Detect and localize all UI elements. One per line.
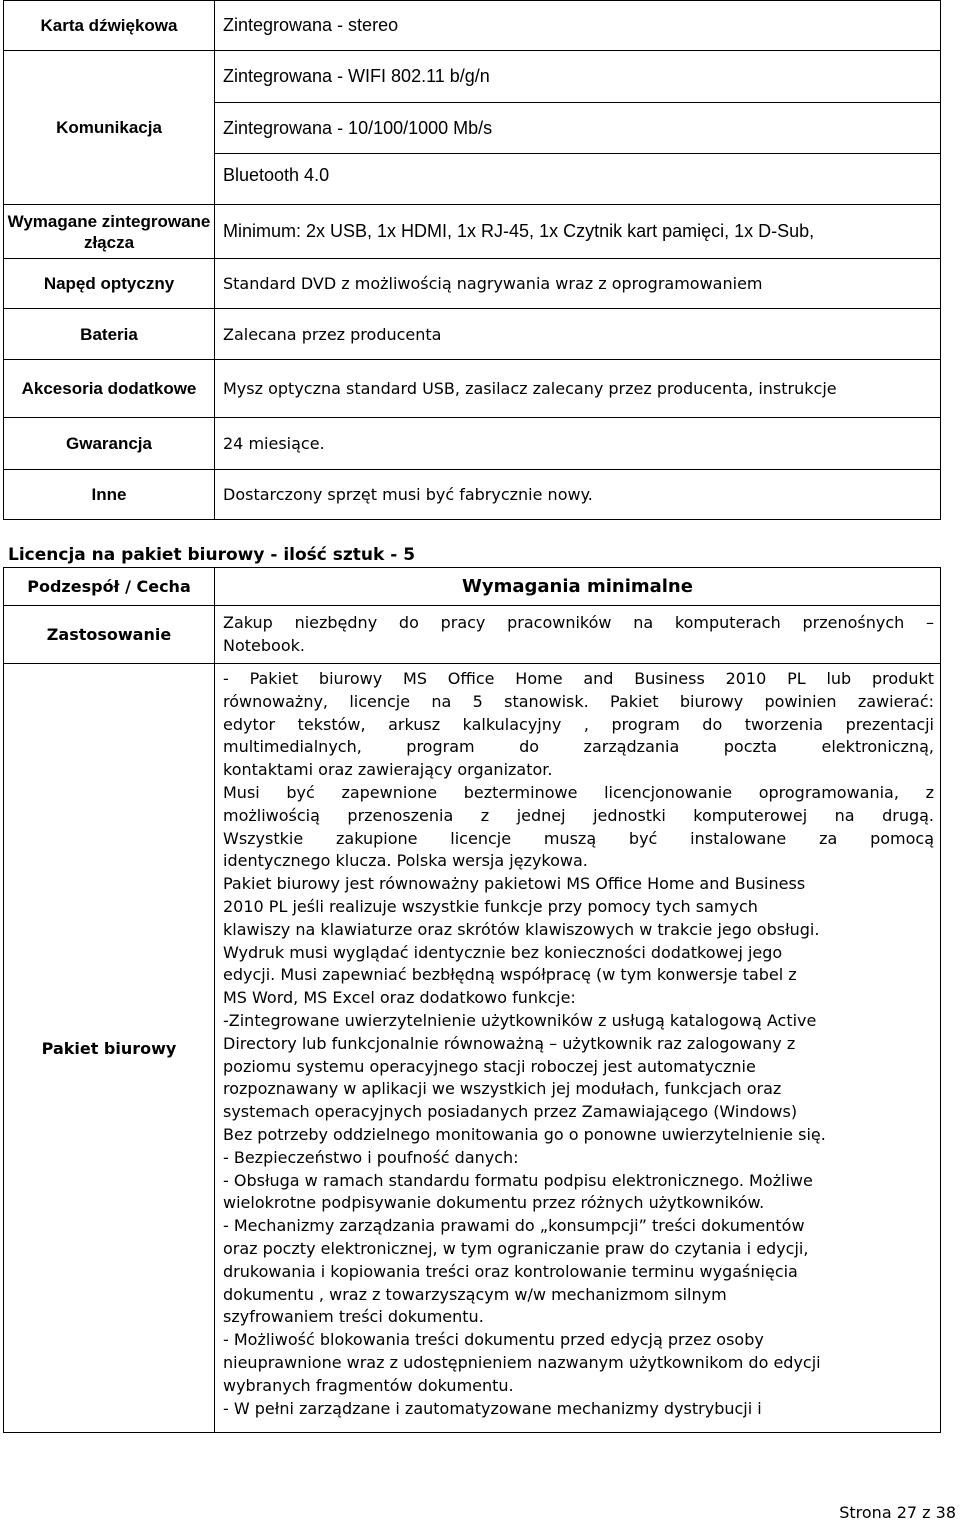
row-value xyxy=(215,664,941,1433)
table-row xyxy=(4,664,941,1433)
text-line: identycznego klucza. Polska wersja językowa. xyxy=(223,851,588,871)
page-number: Strona 27 z 38 xyxy=(839,1503,956,1522)
text-line: - Możliwość blokowania treści dokumentu przed edycją przez osoby xyxy=(223,1330,764,1350)
text-line: Wydruk musi wyglądać identycznie bez konieczności dodatkowej jego xyxy=(223,942,783,962)
row-value: Mysz optyczna standard USB, zasilacz zalecany przez producenta, instrukcje xyxy=(215,360,941,418)
row-value: Zintegrowana - stereo xyxy=(215,1,941,51)
table-row xyxy=(4,606,941,664)
text-line: - W pełni zarządzane i zautomatyzowane mechanizmy dystrybucji i xyxy=(223,1398,762,1418)
row-label: Inne xyxy=(4,470,215,520)
text-line: oraz poczty elektronicznej, w tym ograniczanie praw do czytania i edycji, xyxy=(223,1238,809,1258)
license-table xyxy=(3,567,941,1433)
value-line: Zintegrowana - WIFI 802.11 b/g/n xyxy=(215,51,940,103)
table-row xyxy=(4,51,941,205)
text-line: równoważny, licencje na 5 stanowisk. Pakiet biurowy powinien zawierać: xyxy=(223,691,934,711)
text-line: możliwością przenoszenia z jednej jednostki komputerowej na drugą. xyxy=(223,805,934,825)
table-row xyxy=(4,259,941,309)
row-label: Zastosowanie xyxy=(4,606,215,664)
column-header: Podzespół / Cecha xyxy=(4,568,215,606)
text-line: systemach operacyjnych posiadanych przez Zamawiającego (Windows) xyxy=(223,1102,798,1122)
row-value xyxy=(215,51,941,205)
value-line: Zintegrowana - 10/100/1000 Mb/s xyxy=(215,103,940,154)
text-line: dokumentu , wraz z towarzyszącym w/w mechanizmom silnym xyxy=(223,1284,727,1304)
text-line: wielokrotne podpisywanie dokumentu przez różnych użytkowników. xyxy=(223,1193,765,1213)
text-line: -Zintegrowane uwierzytelnienie użytkowników z usługą katalogową Active xyxy=(223,1010,817,1030)
text-line: edytor tekstów, arkusz kalkulacyjny , program do tworzenia prezentacji xyxy=(223,714,934,734)
text-line: rozpoznawany w aplikacji we wszystkich jej modułach, funkcjach oraz xyxy=(223,1079,782,1099)
spec-table xyxy=(3,0,941,520)
text-line: szyfrowaniem treści dokumentu. xyxy=(223,1307,484,1327)
text-line: - Obsługa w ramach standardu formatu podpisu elektronicznego. Możliwe xyxy=(223,1170,813,1190)
row-label: Pakiet biurowy xyxy=(4,664,215,1433)
table-row xyxy=(4,360,941,418)
row-label: Gwarancja xyxy=(4,418,215,470)
table-header-row xyxy=(4,568,941,606)
row-value: 24 miesiące. xyxy=(215,418,941,470)
section-heading: Licencja na pakiet biurowy - ilość sztuk - 5 xyxy=(8,545,416,565)
row-value: Minimum: 2x USB, 1x HDMI, 1x RJ-45, 1x Czytnik kart pamięci, 1x D-Sub, xyxy=(215,205,941,259)
text-line: Directory lub funkcjonalnie równoważną – użytkownik raz zalogowany z xyxy=(223,1033,796,1053)
table-row xyxy=(4,470,941,520)
text-line: poziomu systemu operacyjnego stacji roboczej jest automatycznie xyxy=(223,1056,756,1076)
text-line: edycji. Musi zapewniać bezbłędną współpracę (w tym konwersje tabel z xyxy=(223,965,797,985)
column-header: Wymagania minimalne xyxy=(215,568,941,606)
table-row xyxy=(4,309,941,360)
text-line: Zakup niezbędny do pracy pracowników na komputerach przenośnych – xyxy=(223,612,934,632)
text-line: - Pakiet biurowy MS Office Home and Business 2010 PL lub produkt xyxy=(223,669,934,688)
text-line: MS Word, MS Excel oraz dodatkowo funkcje: xyxy=(223,988,576,1008)
text-line: - Bezpieczeństwo i poufność danych: xyxy=(223,1147,519,1167)
row-label: Bateria xyxy=(4,309,215,360)
text-line: Wszystkie zakupione licencje muszą być instalowane za pomocą xyxy=(223,828,934,848)
row-value xyxy=(215,606,941,664)
row-label: Wymagane zintegrowane złącza xyxy=(4,205,215,259)
text-line: - Mechanizmy zarządzania prawami do „konsumpcji” treści dokumentów xyxy=(223,1216,805,1236)
table-row xyxy=(4,205,941,259)
text-line: kontaktami oraz zawierający organizator. xyxy=(223,760,553,780)
text-line: multimedialnych, program do zarządzania poczta elektroniczną, xyxy=(223,737,934,757)
table-row xyxy=(4,1,941,51)
value-line: Bluetooth 4.0 xyxy=(223,165,330,185)
text-line: Musi być zapewnione bezterminowe licencjonowanie oprogramowania, z xyxy=(223,782,934,802)
text-line: drukowania i kopiowania treści oraz kontrolowanie terminu wygaśnięcia xyxy=(223,1261,798,1281)
row-label: Karta dźwiękowa xyxy=(4,1,215,51)
text-line: Pakiet biurowy jest równoważny pakietowi MS Office Home and Business xyxy=(223,874,806,894)
row-label: Akcesoria dodatkowe xyxy=(4,360,215,418)
table-row xyxy=(4,418,941,470)
row-value: Dostarczony sprzęt musi być fabrycznie nowy. xyxy=(215,470,941,520)
text-line: wybranych fragmentów dokumentu. xyxy=(223,1375,514,1395)
text-line: klawiszy na klawiaturze oraz skrótów klawiszowych w trakcie jego obsługi. xyxy=(223,919,820,939)
text-line: Notebook. xyxy=(223,635,305,655)
text-line: Bez potrzeby oddzielnego monitowania go o ponowne uwierzytelnienie się. xyxy=(223,1124,826,1144)
text-line: nieuprawnione wraz z udostępnieniem nazwanym użytkownikom do edycji xyxy=(223,1352,821,1372)
text-line: 2010 PL jeśli realizuje wszystkie funkcje przy pomocy tych samych xyxy=(223,896,758,916)
row-label: Komunikacja xyxy=(4,51,215,205)
row-value: Zalecana przez producenta xyxy=(215,309,941,360)
row-label: Napęd optyczny xyxy=(4,259,215,309)
row-value: Standard DVD z możliwością nagrywania wraz z oprogramowaniem xyxy=(215,259,941,309)
